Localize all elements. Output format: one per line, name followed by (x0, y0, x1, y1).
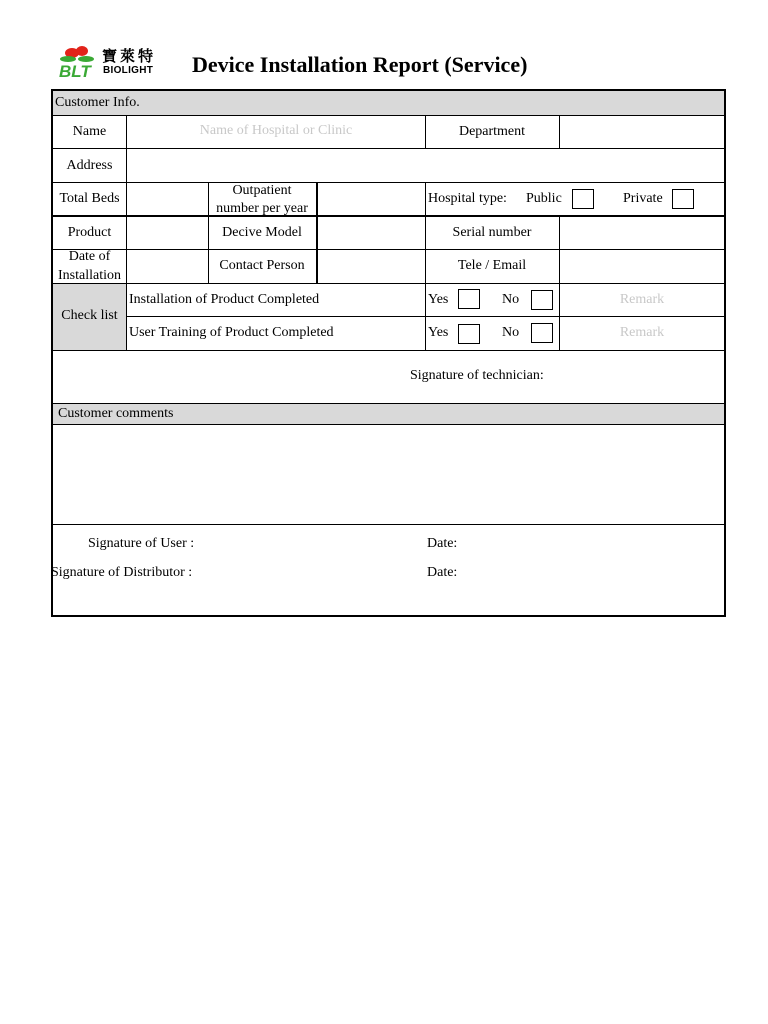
name-label: Name (72, 124, 107, 139)
biolight-logo (58, 44, 172, 80)
hospital-type-label: Hospital type: (428, 191, 507, 206)
training-yes-label: Yes (428, 325, 449, 340)
install-remark-field[interactable]: Remark (619, 292, 665, 307)
total-beds-field[interactable] (127, 183, 208, 215)
distributor-signature-label: Signature of Distributor : (51, 565, 193, 580)
installation-form (51, 89, 726, 617)
install-yes-label: Yes (428, 292, 449, 307)
private-label: Private (623, 191, 663, 206)
department-label: Department (458, 124, 526, 139)
distributor-date-label: Date: (427, 565, 458, 580)
department-field[interactable] (560, 116, 724, 148)
device-model-field[interactable] (318, 216, 425, 249)
date-installation-field[interactable] (127, 250, 208, 283)
outpatient-label-line1: Outpatient (232, 183, 292, 198)
outpatient-label-line2: number per year (216, 201, 308, 216)
total-beds-label: Total Beds (59, 191, 120, 206)
training-yes-checkbox[interactable] (458, 324, 480, 344)
tele-email-label: Tele / Email (457, 258, 527, 273)
tele-email-field[interactable] (560, 250, 724, 283)
customer-comments-field[interactable] (55, 427, 722, 522)
user-date-label: Date: (427, 536, 458, 551)
hospital-name-field[interactable]: Name of Hospital or Clinic (199, 123, 353, 138)
public-label: Public (526, 191, 562, 206)
device-model-label: Decive Model (222, 225, 302, 240)
training-no-label: No (502, 325, 520, 340)
public-checkbox[interactable] (572, 189, 594, 209)
install-yes-checkbox[interactable] (458, 289, 480, 309)
date-installation-label-line2: Installation (58, 268, 121, 283)
technician-signature-field[interactable] (563, 357, 721, 397)
logo-english-text: BIOLIGHT (103, 65, 154, 76)
private-checkbox[interactable] (672, 189, 694, 209)
checklist-label: Check list (61, 308, 118, 323)
contact-person-label: Contact Person (219, 258, 305, 273)
serial-number-label: Serial number (452, 225, 532, 240)
outpatient-field[interactable] (318, 183, 425, 215)
training-remark-field[interactable]: Remark (619, 325, 665, 340)
check-install-label: Installation of Product Completed (129, 292, 320, 307)
customer-info-header-bg (53, 91, 724, 115)
technician-signature-label: Signature of technician: (410, 368, 544, 383)
date-installation-label-line1: Date of (68, 249, 111, 264)
customer-info-heading: Customer Info. (55, 95, 140, 110)
address-label: Address (66, 158, 113, 173)
logo-chinese-text: 寶萊特 (102, 47, 157, 65)
logo-mark-icon (58, 44, 104, 80)
check-training-label: User Training of Product Completed (129, 325, 334, 340)
product-label: Product (67, 225, 112, 240)
user-signature-label: Signature of User : (88, 536, 195, 551)
training-no-checkbox[interactable] (531, 323, 553, 343)
product-field[interactable] (127, 216, 208, 249)
contact-person-field[interactable] (318, 250, 425, 283)
page-title: Device Installation Report (Service) (192, 52, 528, 77)
address-field[interactable] (127, 149, 724, 182)
customer-comments-heading: Customer comments (58, 406, 174, 421)
svg-text:BLT: BLT (59, 62, 91, 80)
serial-number-field[interactable] (560, 216, 724, 249)
install-no-label: No (502, 292, 520, 307)
install-no-checkbox[interactable] (531, 290, 553, 310)
